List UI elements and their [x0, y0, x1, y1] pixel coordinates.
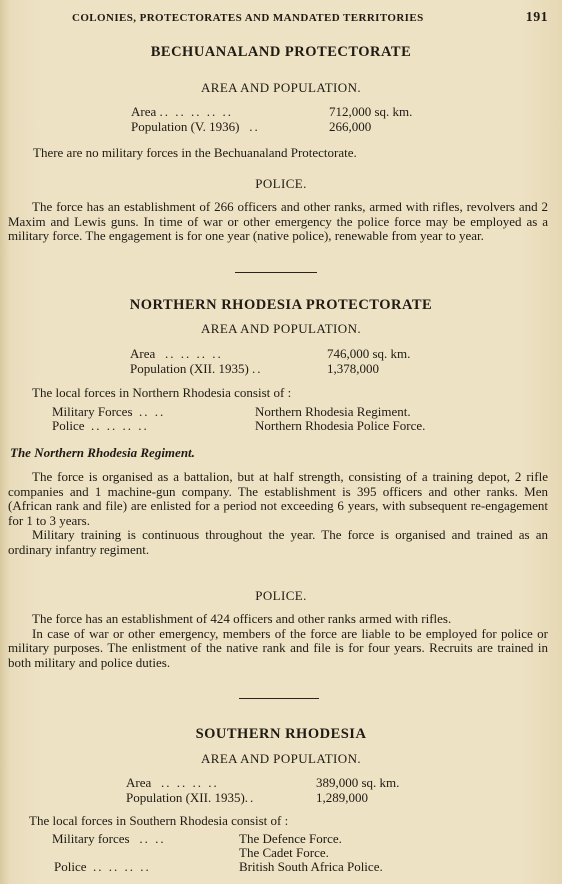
police-paragraph: The force has an establishment of 424 officers and other ranks armed with rifles. In case of war or other emergency, members of the force are liable to be employed for police or military purposes. The enlistment of the native rank and file is for four years. Recruits are trained in both military and police duties.: [8, 611, 548, 670]
area-label: Area .. .. .. .. ..: [131, 104, 234, 119]
police-heading: POLICE.: [255, 176, 307, 191]
police-paragraph: The force has an establishment of 266 officers and other ranks, armed with rifles, revolvers and 2 Maxim and Lewis guns. In time of war or other emergency the police force may be employed as a military force. The engagement is for one year (native police), renewable from year to year.: [8, 199, 548, 243]
population-value: 1,378,000: [327, 361, 379, 376]
area-label: Area .. .. .. ..: [126, 775, 219, 790]
population-label: Population (XII. 1935)..: [126, 790, 256, 805]
regiment-paragraph: The force is organised as a battalion, but at half strength, consisting of a training depot, 2 rifle companies and 1 machine-gun company. The establishment is 395 officers and other ranks. Men (African rank and file) are enlisted for a period not exceeding 6 years, with subsequent re-engagement for 1 to 3 years. Military training is continuous throughout the year. The force is organised and trained as an ordinary infantry regiment.: [8, 469, 548, 557]
forces-intro: The local forces in Southern Rhodesia consist of :: [29, 813, 289, 828]
area-value: 389,000 sq. km.: [316, 775, 400, 790]
area-population-heading: AREA AND POPULATION.: [200, 80, 362, 95]
area-value: 712,000 sq. km.: [329, 104, 413, 119]
regiment-heading: The Northern Rhodesia Regiment.: [10, 445, 195, 460]
population-label: Population (XII. 1935) ..: [130, 361, 263, 376]
force-label-police: Police .. .. .. ..: [52, 418, 149, 433]
police-heading: POLICE.: [255, 588, 307, 603]
section-divider: [239, 698, 319, 699]
section-title-southern-rhodesia: SOUTHERN RHODESIA: [195, 726, 367, 742]
area-population-heading: AREA AND POPULATION.: [200, 751, 362, 766]
area-label: Area .. .. .. ..: [130, 346, 223, 361]
forces-intro: The local forces in Northern Rhodesia consist of :: [32, 385, 292, 400]
force-value-cadet: The Cadet Force.: [239, 845, 329, 860]
force-label-police: Police .. .. .. ..: [54, 859, 151, 874]
force-value-police: British South Africa Police.: [239, 859, 383, 874]
section-title-northern-rhodesia: NORTHERN RHODESIA PROTECTORATE: [129, 297, 433, 313]
population-value: 266,000: [329, 119, 372, 134]
force-value-defence: The Defence Force.: [239, 831, 342, 846]
running-title: COLONIES, PROTECTORATES AND MANDATED TERRITORIES: [72, 12, 424, 24]
population-label: Population (V. 1936) ..: [131, 119, 260, 134]
section-title-bechuanaland: BECHUANALAND PROTECTORATE: [150, 44, 412, 60]
force-label-military: Military forces .. ..: [52, 831, 166, 846]
area-value: 746,000 sq. km.: [327, 346, 411, 361]
population-value: 1,289,000: [316, 790, 368, 805]
area-population-heading: AREA AND POPULATION.: [200, 321, 362, 336]
force-value-military: Northern Rhodesia Regiment.: [255, 404, 411, 419]
military-note: There are no military forces in the Bechuanaland Protectorate.: [33, 145, 357, 160]
section-divider: [235, 272, 317, 273]
running-header: [72, 10, 548, 26]
force-value-police: Northern Rhodesia Police Force.: [255, 418, 426, 433]
force-label-military: Military Forces .. ..: [52, 404, 166, 419]
page-number: 191: [525, 10, 548, 25]
